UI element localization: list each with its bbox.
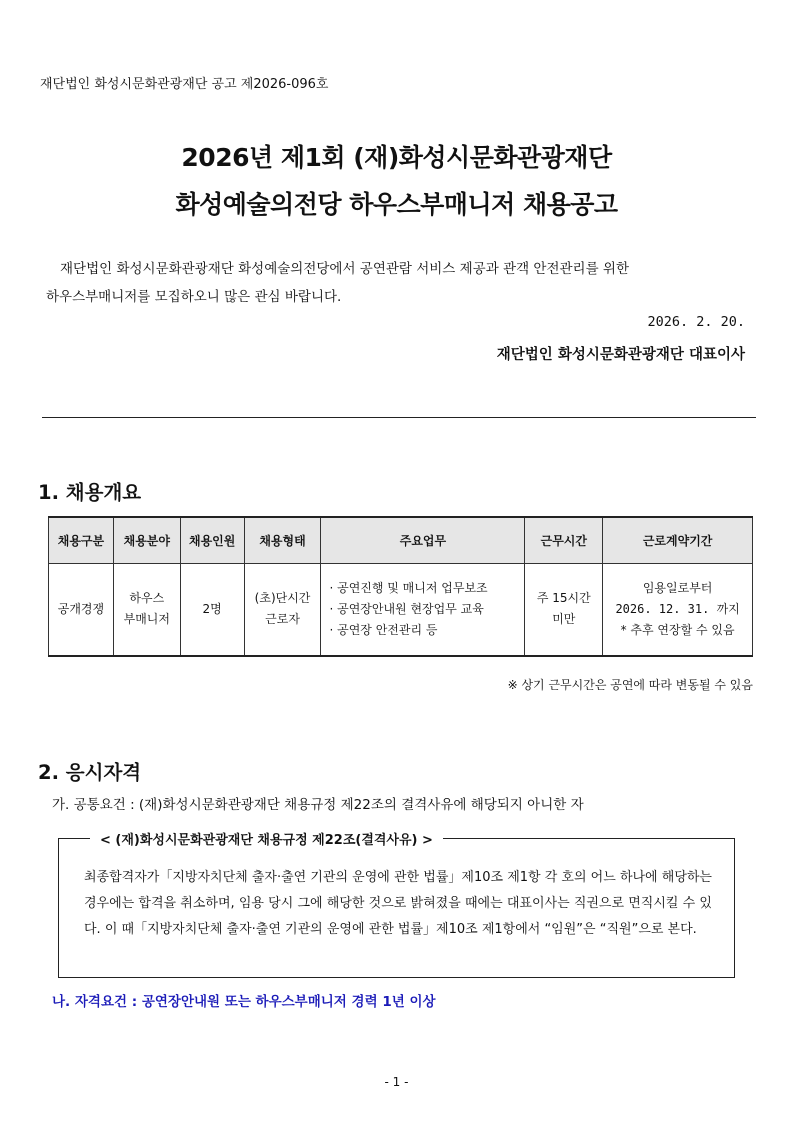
headcount-cell: 2명 [180,563,244,656]
table-note: ※ 상기 근무시간은 공연에 따라 변동될 수 있음 [507,678,753,692]
divider [42,417,756,418]
notice-number: 재단법인 화성시문화관광재단 공고 제2026-096호 [40,77,329,92]
qualification-requirement: 나. 자격요건 : 공연장안내원 또는 하우스부매니저 경력 1년 이상 [52,994,436,1010]
contract-period-cell [603,563,753,656]
table-header-cell: 근로계약기간 [603,517,753,563]
page-number: - 1 - [384,1075,409,1089]
table-header-cell: 채용구분 [49,517,114,563]
hours-cell [525,563,603,656]
general-requirement: 가. 공통요건 : (재)화성시문화관광재단 채용규정 제22조의 결격사유에 해당되지 아니한 자 [52,797,584,813]
section2-title: 2. 응시자격 [38,761,142,784]
disqualification-box-title: < (재)화성시문화관광재단 채용규정 제22조(결격사유) > [90,829,443,848]
table-header-cell: 채용분야 [113,517,180,563]
page-title-line1: 2026년 제1회 (재)화성시문화관광재단 [181,143,612,172]
table-header-cell: 근무시간 [525,517,603,563]
field-cell [113,563,180,656]
section1-title: 1. 채용개요 [38,481,142,504]
table-header-cell: 주요업무 [321,517,525,563]
intro-line1: 재단법인 화성시문화관광재단 화성예술의전당에서 공연관람 서비스 제공과 관객 안전관리를 위한 [60,261,630,277]
duty-item: · 공연장안내원 현장업무 교육 [329,601,484,616]
table-row [49,563,753,656]
duties-cell [321,563,525,656]
issuer: 재단법인 화성시문화관광재단 대표이사 [496,347,745,363]
field-line: 하우스 [129,591,165,606]
intro-line2: 하우스부매니저를 모집하오니 많은 관심 바랍니다. [46,289,342,305]
category-cell: 공개경쟁 [49,563,114,656]
page-title-line2: 화성예술의전당 하우스부매니저 채용공고 [175,190,618,219]
field-line: 부매니저 [123,612,170,627]
recruitment-overview-table [48,516,753,657]
notice-date: 2026. 2. 20. [647,314,745,330]
hours-line: 미만 [552,612,576,627]
employment-type-cell [244,563,321,656]
duty-item: · 공연장 안전관리 등 [329,622,438,637]
period-line: 임용일로부터 [642,580,713,595]
type-line: 근로자 [265,612,300,627]
table-header-cell: 채용형태 [244,517,321,563]
type-line: (초)단시간 [254,591,311,606]
hours-line: 주 15시간 [536,591,591,606]
period-note: * 추후 연장할 수 있음 [620,622,735,637]
intro-paragraph [46,255,750,311]
duty-item: · 공연진행 및 매니저 업무보조 [329,580,488,595]
period-line: 2026. 12. 31. 까지 [615,601,740,616]
disqualification-box-body: 최종합격자가「지방자치단체 출자·출연 기관의 운영에 관한 법률」제10조 제1항 각 호의 어느 하나에 해당하는 경우에는 합격을 취소하며, 임용 당시 그에 해당한 것으로 밝혀졌을 때에는 대표이사는 직권으로 면직시킬 수 있다. 이 때「지방자치단체 출자·출연 기관의 운영에 관한 법률」제10조 제1항에서 “임원”은 “직원”으로 본다. [84,870,712,937]
table-header-cell: 채용인원 [180,517,244,563]
table-header-row [49,517,753,563]
